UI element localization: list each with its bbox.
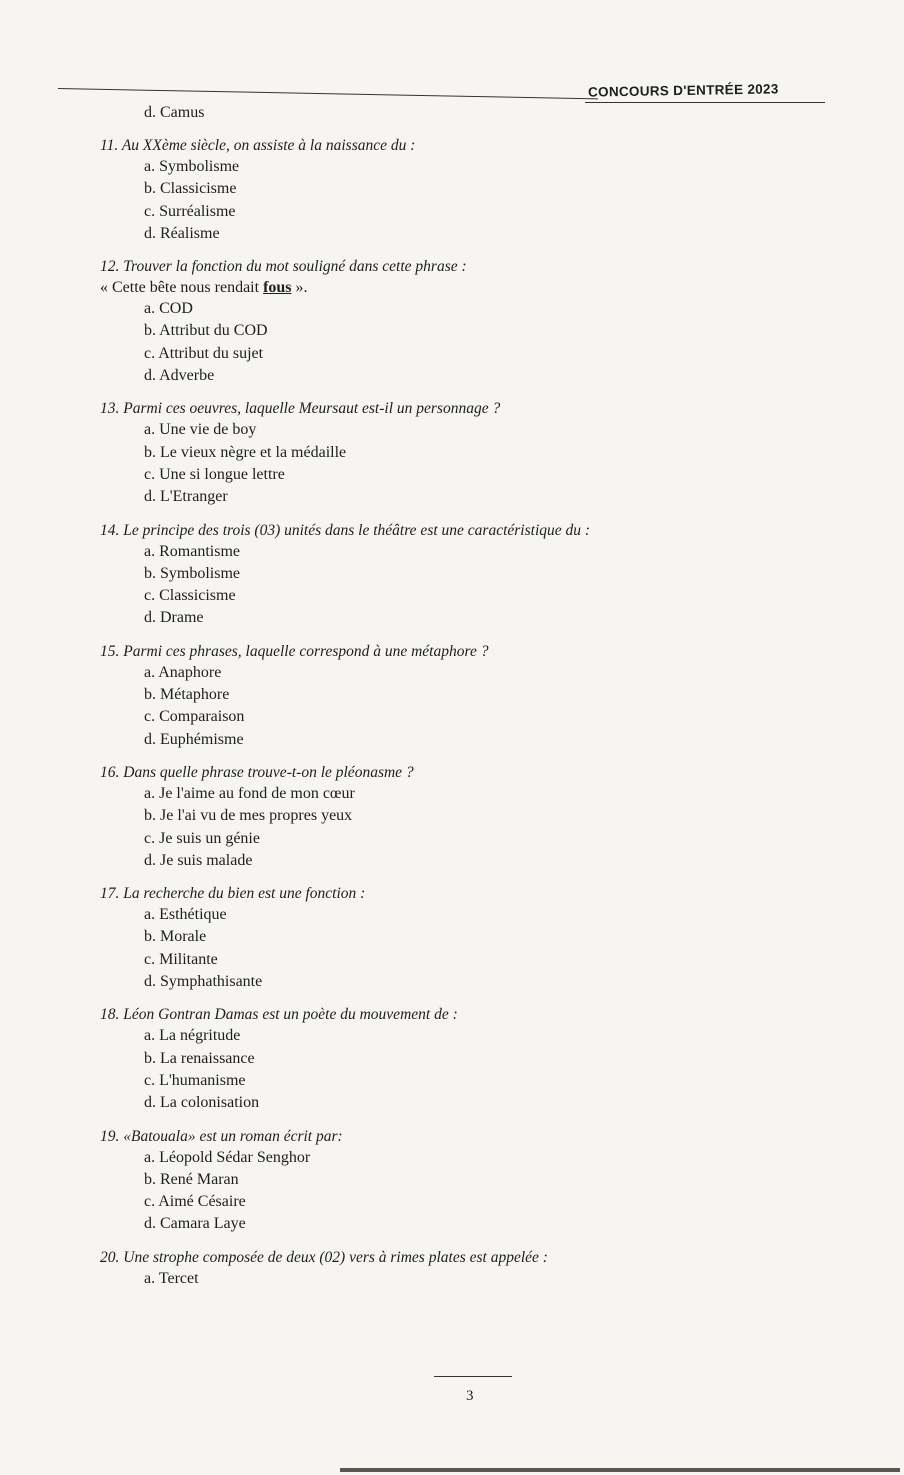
question-12 xyxy=(100,256,800,387)
option-d: d. Euphémisme xyxy=(144,730,244,748)
option-c: c. L'humanisme xyxy=(144,1071,246,1089)
question-text: 19. «Batouala» est un roman écrit par: xyxy=(100,1127,343,1145)
page-number: 3 xyxy=(466,1388,474,1404)
option-d: d. Drame xyxy=(144,609,204,627)
option-d: d. Symphathisante xyxy=(144,973,263,991)
option-d: d. Camara Laye xyxy=(144,1215,246,1233)
option-list xyxy=(144,904,800,993)
option-list xyxy=(144,1268,800,1290)
option-b: b. René Maran xyxy=(144,1170,239,1188)
option-a: a. COD xyxy=(144,300,193,318)
option-d: d. Adverbe xyxy=(144,367,215,385)
option-c: c. Attribut du sujet xyxy=(144,344,264,362)
option-list xyxy=(144,419,800,508)
question-text: 17. La recherche du bien est une fonction : xyxy=(100,885,366,903)
question-15 xyxy=(100,641,800,751)
question-text: 18. Léon Gontran Damas est un poète du mouvement de : xyxy=(100,1006,458,1024)
question-list xyxy=(100,102,800,1290)
option-d: d. Réalisme xyxy=(144,224,220,242)
question-17 xyxy=(100,883,800,993)
question-text: 14. Le principe des trois (03) unités dans le théâtre est une caractéristique du : xyxy=(100,521,591,539)
previous-question-last-option: d. Camus xyxy=(144,104,205,121)
question-text: 20. Une strophe composée de deux (02) vers à rimes plates est appelée : xyxy=(100,1248,548,1266)
question-13 xyxy=(100,398,800,508)
question-text: 16. Dans quelle phrase trouve-t-on le pléonasme ? xyxy=(100,763,414,781)
option-d: d. L'Etranger xyxy=(144,488,228,506)
option-c: c. Surréalisme xyxy=(144,202,236,220)
option-a: a. Romantisme xyxy=(144,542,240,560)
option-a: a. Esthétique xyxy=(144,906,227,924)
option-list xyxy=(144,1025,800,1114)
question-text: 11. Au XXème siècle, on assiste à la naissance du : xyxy=(100,137,416,154)
option-b: b. Symbolisme xyxy=(144,564,241,582)
question-16 xyxy=(100,762,800,872)
option-b: b. Métaphore xyxy=(144,686,230,704)
option-c: c. Une si longue lettre xyxy=(144,465,285,483)
header-rule-left xyxy=(58,88,598,99)
option-list xyxy=(144,1147,800,1236)
option-list xyxy=(144,662,800,751)
quote-end: ». xyxy=(291,279,308,297)
option-a: a. Léopold Sédar Senghor xyxy=(144,1148,311,1166)
question-11 xyxy=(100,135,800,245)
option-list xyxy=(144,156,800,245)
question-18 xyxy=(100,1004,800,1114)
option-a: a. Anaphore xyxy=(144,663,222,681)
footer-rule xyxy=(434,1376,512,1377)
option-b: b. Morale xyxy=(144,928,207,946)
option-b: b. Attribut du COD xyxy=(144,322,268,340)
option-c: c. Je suis un génie xyxy=(144,829,260,847)
option-c: c. Classicisme xyxy=(144,587,236,605)
option-d: d. Je suis malade xyxy=(144,851,253,869)
option-list xyxy=(144,541,800,630)
option-list xyxy=(144,783,800,872)
page-header-title: CONCOURS D'ENTRÉE 2023 xyxy=(587,81,779,100)
option-a: a. Je l'aime au fond de mon cœur xyxy=(144,784,355,802)
option-a: a. Tercet xyxy=(144,1269,199,1287)
option-a: a. La négritude xyxy=(144,1027,241,1045)
option-c: c. Comparaison xyxy=(144,708,245,726)
option-c: c. Aimé Césaire xyxy=(144,1193,246,1211)
option-a: a. Une vie de boy xyxy=(144,421,257,439)
option-c: c. Militante xyxy=(144,950,218,968)
quote-start: « Cette bête nous rendait xyxy=(100,279,264,297)
option-list xyxy=(144,298,800,387)
option-b: b. Le vieux nègre et la médaille xyxy=(144,443,347,461)
underlined-word: fous xyxy=(263,279,292,297)
option-d: d. La colonisation xyxy=(144,1094,260,1112)
question-14 xyxy=(100,520,800,630)
page-bottom-edge xyxy=(340,1468,900,1472)
question-text: 13. Parmi ces oeuvres, laquelle Meursaut est-il un personnage ? xyxy=(100,400,501,418)
option-a: a. Symbolisme xyxy=(144,158,240,175)
option-b: b. La renaissance xyxy=(144,1049,255,1067)
option-b: b. Je l'ai vu de mes propres yeux xyxy=(144,807,353,825)
question-text: 12. Trouver la fonction du mot souligné dans cette phrase : xyxy=(100,258,467,276)
question-text: 15. Parmi ces phrases, laquelle correspond à une métaphore ? xyxy=(100,642,489,660)
question-19 xyxy=(100,1126,800,1236)
question-20 xyxy=(100,1247,800,1290)
option-b: b. Classicisme xyxy=(144,180,237,198)
question-quote xyxy=(100,277,800,298)
